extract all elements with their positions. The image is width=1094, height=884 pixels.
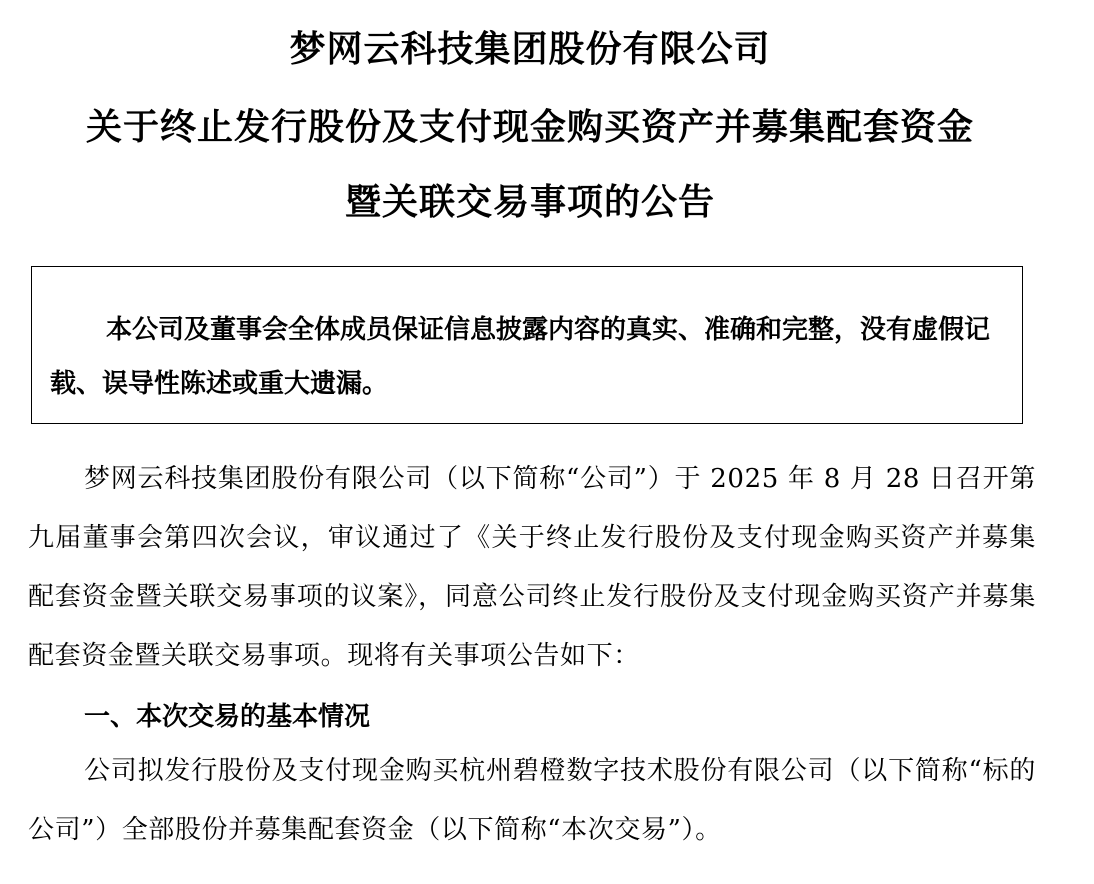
title-subject-line-2: 暨关联交易事项的公告	[344, 182, 715, 223]
section-heading-basic-info: 一、本次交易的基本情况	[84, 702, 371, 732]
disclosure-notice-box	[31, 266, 1023, 424]
title-company-name: 梦网云科技集团股份有限公司	[289, 29, 771, 70]
title-subject-line: 关于终止发行股份及支付现金购买资产并募集配套资金	[85, 107, 974, 148]
transaction-paragraph: 公司拟发行股份及支付现金购买杭州碧橙数字技术股份有限公司（以下简称“标的公司”）全部股份并募集配套资金（以下简称“本次交易”）。	[28, 756, 1036, 845]
disclosure-notice-text: 本公司及董事会全体成员保证信息披露内容的真实、准确和完整，没有虚假记载、误导性陈述或重大遗漏。	[50, 315, 991, 399]
intro-paragraph: 梦网云科技集团股份有限公司（以下简称“公司”）于 2025 年 8 月 28 日召开第九届董事会第四次会议，审议通过了《关于终止发行股份及支付现金购买资产并募集配套资金暨关联交易事项的议案》，同意公司终止发行股份及支付现金购买资产并募集配套资金暨关联交易事项。现将有关事项公告如下：	[28, 464, 1036, 671]
